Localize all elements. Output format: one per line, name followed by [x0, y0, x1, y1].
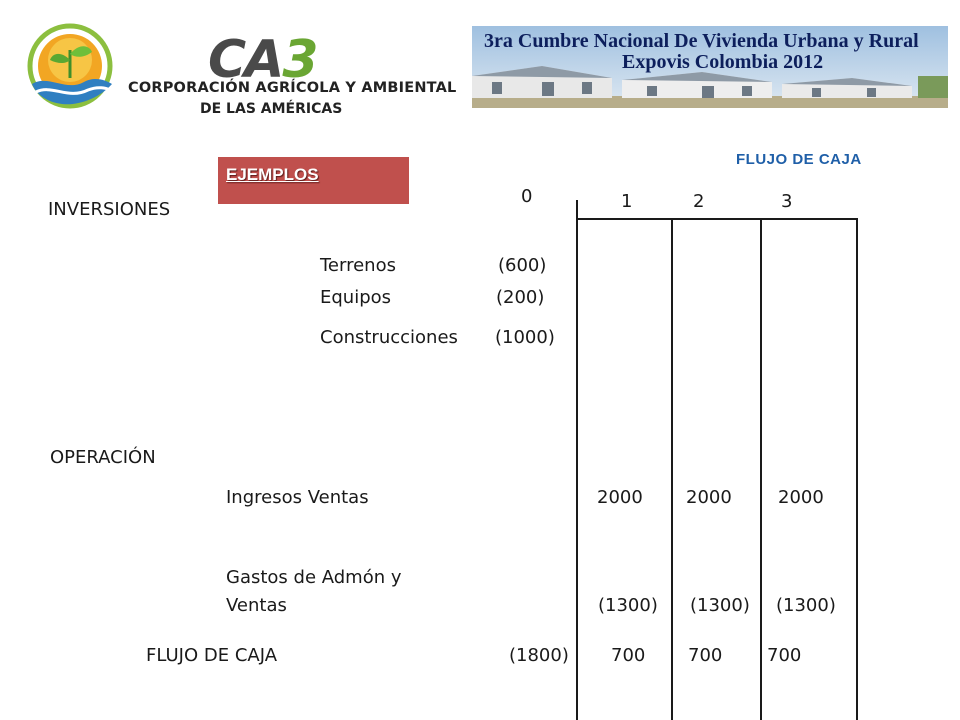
section-operation: OPERACIÓN	[50, 447, 156, 468]
expenses-value-2: (1300)	[690, 595, 750, 616]
logo-emblem-icon	[14, 20, 128, 116]
examples-label: EJEMPLOS	[226, 165, 319, 184]
section-investments: INVERSIONES	[48, 199, 171, 220]
investment-value-terrenos: (600)	[498, 255, 547, 276]
expenses-label-line2: Ventas	[226, 595, 287, 616]
period-divider-2	[760, 218, 762, 720]
cash-flow-value-0: (1800)	[509, 645, 569, 666]
cash-flow-label: FLUJO DE CAJA	[146, 645, 278, 666]
cash-flow-value-3: 700	[767, 645, 802, 666]
investment-label-equipos: Equipos	[320, 287, 392, 308]
period-2: 2	[693, 191, 705, 212]
logo-org-name-line1: CORPORACIÓN AGRÍCOLA Y AMBIENTAL	[128, 80, 457, 96]
investment-label-construcciones: Construcciones	[320, 327, 458, 348]
period-divider-0	[576, 200, 578, 720]
banner-title-line1: 3ra Cumbre Nacional De Vivienda Urbana y Rural	[484, 30, 919, 52]
period-0: 0	[521, 186, 533, 207]
sales-value-2: 2000	[686, 487, 732, 508]
sales-value-3: 2000	[778, 487, 824, 508]
period-1: 1	[621, 191, 633, 212]
banner-title-line2: Expovis Colombia 2012	[622, 51, 824, 73]
period-divider-3	[856, 218, 858, 720]
logo-org-name-line2: DE LAS AMÉRICAS	[200, 101, 343, 117]
investment-label-terrenos: Terrenos	[320, 255, 396, 276]
investment-value-equipos: (200)	[496, 287, 545, 308]
event-banner	[472, 26, 948, 108]
logo-brand-mark: CA3	[208, 30, 317, 90]
period-divider-1	[671, 218, 673, 720]
sales-value-1: 2000	[597, 487, 643, 508]
expenses-value-3: (1300)	[776, 595, 836, 616]
period-3: 3	[781, 191, 793, 212]
expenses-value-1: (1300)	[598, 595, 658, 616]
cash-flow-value-2: 700	[688, 645, 723, 666]
slide-subtitle: FLUJO DE CAJA	[736, 151, 862, 168]
sales-label: Ingresos Ventas	[226, 487, 369, 508]
cash-flow-value-1: 700	[611, 645, 646, 666]
timeline-axis	[576, 218, 858, 220]
investment-value-construcciones: (1000)	[495, 327, 555, 348]
expenses-label-line1: Gastos de Admón y	[226, 567, 402, 588]
